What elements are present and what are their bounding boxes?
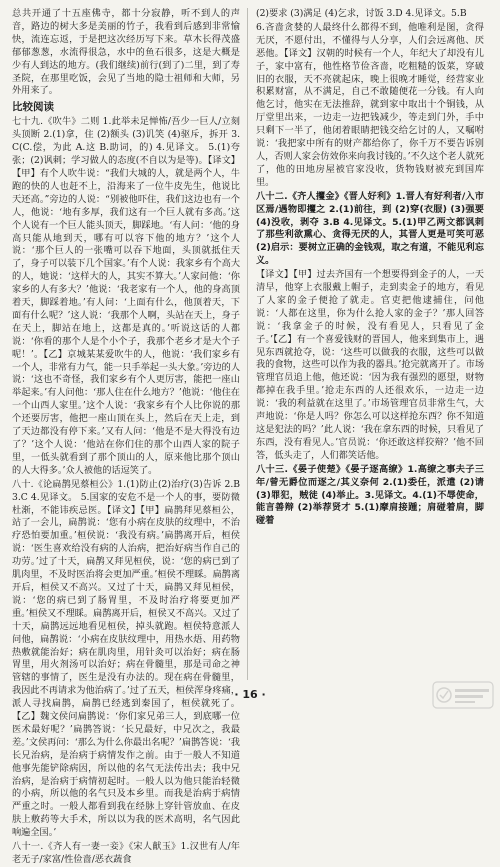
left-paragraph-3: 八十.《论扁鹊见蔡桓公》1.(1)防止(2)治疗(3)告诉 2.B 3.C 4.见译文。 5.国家的安危不是一个人的事，要防微杜渐，不能讳疾忌医。【译文】【甲】扁鹊拜见蔡桓公，站了一会儿，扁鹊说：‘您有小病在皮肤的纹理中，不治疗恐怕要加重。’桓侯说：‘我没有病。’扁鹊离开后，桓侯说：‘医生喜欢给没有病的人治病，把治好病当作自己的功劳。’过了十天，扁鹊又拜见桓侯，说：‘您的病已到了肌肉里，不及时医治将会更加严重。’桓侯不理睬。扁鹊离开后，桓侯又不高兴。又过了十天，扁鹊又拜见桓侯，说：‘您的病已到了肠胃里，不及时治疗将要更加严重。’桓侯又不理睬。扁鹊离开后，桓侯又不高兴。又过了十天，扁鹊远远地看见桓侯，掉头就跑。桓侯特意派人问他，扁鹊说：‘小病在皮肤纹理中，用热水焐、用药物热敷就能治好；病在肌肉里，用针灸可以治好；病在肠胃里，用火剂汤可以治好；病在骨髓里，那是司命之神管辖的事情了，医生是没有办法的。现在病在骨髓里，我因此不再请求为他治病了。’过了五天，桓侯浑身疼痛，派人寻找扁鹊，扁鹊已经逃到秦国了，桓侯就死了。【乙】魏文侯问扁鹊说：‘你们家兄弟三人，到底哪一位医术最好呢？’扁鹊答说：‘长兄最好，中兄次之，我最差。’文侯再问：‘那么为什么你最出名呢？’扁鹊答说：‘我长兄治病，是治病于病情发作之前。由于一般人不知道他事先能铲除病因，所以他的名气无法传出去；我中兄治病，是治病于病情初起时。一般人以为他只能治轻微的小病，所以他的名气只及本乡里。而我是治病于病情严重之时。一般人都看到我在经脉上穿针管放血、在皮肤上敷药等大手术，所以以为我的医术高明，名气因此响遍全国。’ bbox=[12, 478, 241, 839]
page-number: · 16 · bbox=[234, 688, 266, 701]
section-82-answers: 八十二.《齐人攫金》《晋人好利》1.晋人有好利者/入市区焉/遇物即攫之 2.(1)前往，到 (2)穿(衣服) (3)强要 (4)没收，剥夺 3.B 4.见译文。5.(1)甲乙两文都讽刺了那些利欲熏心、贪得无厌的人，其晋人更是可笑可恶 (2)启示：要树立正确的金钱观，取之有道，不能见利忘义。 bbox=[256, 190, 484, 267]
section-83-answers: 八十三.《晏子使楚》《晏子逐高缭》1.高缭之事夫子三年/曾无爵位而逐之/其义奈何 2.(1)委任，派遣 (2)请 (3)罪犯，贼徒 (4)举止。3.见译文。4.(1)不辱使命，能言善辩 (2)举荐贤才 5.(1)摩肩接踵；肩碰着肩，脚碰着 bbox=[256, 463, 484, 527]
right-paragraph-1: (2)要求 (3)满足 (4)乞求，讨饭 3.D 4.见译文。5.B bbox=[256, 8, 467, 19]
right-paragraph-3: 【译文】【甲】过去齐国有一个想要得到金子的人，一天清早，他穿上衣服戴上帽子，走到卖金子的地方，看见了人家的金子便抢了就走。官吏把他逮捕住，问他说：‘人都在这里，你为什么抢人家的金子？’那人回答说：‘我拿金子的时候，没有看见人，只看见了金子。’【乙】有一个喜爱钱财的晋国人，他来到集市上，遇见东西就抢夺，说：‘这些可以做我的衣服，这些可以做我的食物，这些可以作为我的器具。’抢完就离开了。市场管理官员追上他，他还说：‘因为我有强烈的愿望，财物都掉在我手里。’抢走东西的人还很欢乐，一边走一边说：‘我的利益就在这里了。’市场管理官员非常生气，大声地说：‘你是人吗？你怎么可以这样抢东西？你不知道这是犯法的吗？’此人说：‘我在拿东西的时候，只看见了东西，没有看见人。’官员说：‘你还敢这样狡辩？’他不回答，低头走了，人们都笑话他。 bbox=[256, 269, 485, 461]
watermark-logo-icon bbox=[432, 681, 494, 709]
left-paragraph-2: 七十九.《吹牛》二则 1.此举未足惮怖/吾少一巨人/立刻头顶断 2.(1)拿，住 (2)额头 (3)讥笑 (4)驱斥，拆开 3.C(C.偿，为此 A.这 B.助词，的) 4.见译文。 5.(1)夸张；(2)讽刺；学习做人的态度(不自以为是等)。【译文】【甲】有个人吹牛说：“我们大城的人，就是两个人，牛跑的快的人也赶不上，沿海来了一位牛皮先生，他说比天还高。”旁边的人说：“别被他吓住，我们这边也有一个人，他说：‘地有多厚，我们这有一个巨人就有多高。’这个人说有一个巨人能头顶天，脚踩地。‘有人问：‘他的身高只能从地到天，哪有可以容下他的地方？’这个人说：‘那个巨人的一张嘴可以吞下地面，头顶就抵住天了，身子可以装下几个国家。’有个人说：我家乡有个高大的人，她说：‘这样大的人，其实不算大。’人家问他：‘你家乡的人有多大？’他说：‘我老家有一个人，他的身高顶着天，脚踩着地。’有人问：‘上面有什么，他顶着天，下面有什么呢？’这人说：‘我那个人啊，头站在天上，身子在天上，脚站在地上，这都是真的。’听说这话的人都说：‘你看的那个人是个小个子，我那个老乡才是大个子呢！’。【乙】京城某某爱吹牛的人，他说：‘我们家乡有一个人，非常有力气，能一只手举起一头大象。’旁边的人说：‘这也不奇怪，我们家乡有个人更厉害，能把一座山举起来。’有人问他：‘那人住在什么地方？’他说：‘他住在一个山西人家里。’这个人说：‘我家乡有个人比你说的那个还要厉害，他把一座山顶在头上，然后在天上走，到了天边都没有停下来。’又有人问：‘他是不是大得没有边了？’这个人说：‘他站在你们住的那个山西人家的院子里，一低头就看到了那个顶山的人，原来他比那个顶山的人大得多。’众人被他的话逗笑了。 bbox=[12, 116, 241, 476]
left-column bbox=[12, 8, 241, 865]
right-paragraph-2: 6.吝啬贪婪的人最终什么都得不到，他唯利是图，贪得无厌，不愿付出，不懂得与人分享，人们会远离他、厌恶他。【译文】汉朝的时候有一个人，年纪大了却没有儿子，家中富有，他性格节俭吝啬，吃粗糙的饭菜，穿破旧的衣服，天不亮就起床，晚上很晚才睡觉，经营家业积累财富，从不满足，自己不敢随便花一分钱。有人向他乞讨，他实在无法推辞，就到家中取出十个铜钱，从厅堂里出来，一边走一边把钱减少，等走到门外，手中只剩下一半了，他闭着眼睛把钱交给乞讨的人，又嘱咐说：‘我把家中所有的财产都给你了，你千万不要告诉别人，否则人家会仿效你来向我讨钱的。’不久这个老人就死了，他的田地房屋被官家没收，货物钱财被充到国库里。 bbox=[256, 21, 485, 188]
left-paragraph-1: 总共开通了十五座佛寺，都十分寂静，听不到人的声音，路边的树大多是美丽的竹子，我看到后感到非常愉快，流连忘返，于是把这次经历写下来。草木长得茂盛郁郁葱葱，水流得很急，水中的鱼石很多，这是大概是少有人到达的地方。(我们继续)前行(到了)二里，到了寿圣院，在那里吃饭，会见了当地的隐士祖师和大师，另外用来了。 bbox=[12, 8, 240, 97]
right-column bbox=[256, 8, 484, 684]
column-divider bbox=[247, 8, 248, 680]
section-heading-comparative-reading: 比较阅读 bbox=[12, 101, 54, 114]
left-paragraph-4: 八十一.《齐人有一妻一妾》《宋人献玉》1.汉世有人/年老无子/家富/性俭啬/恶衣蔬食 bbox=[12, 841, 240, 865]
